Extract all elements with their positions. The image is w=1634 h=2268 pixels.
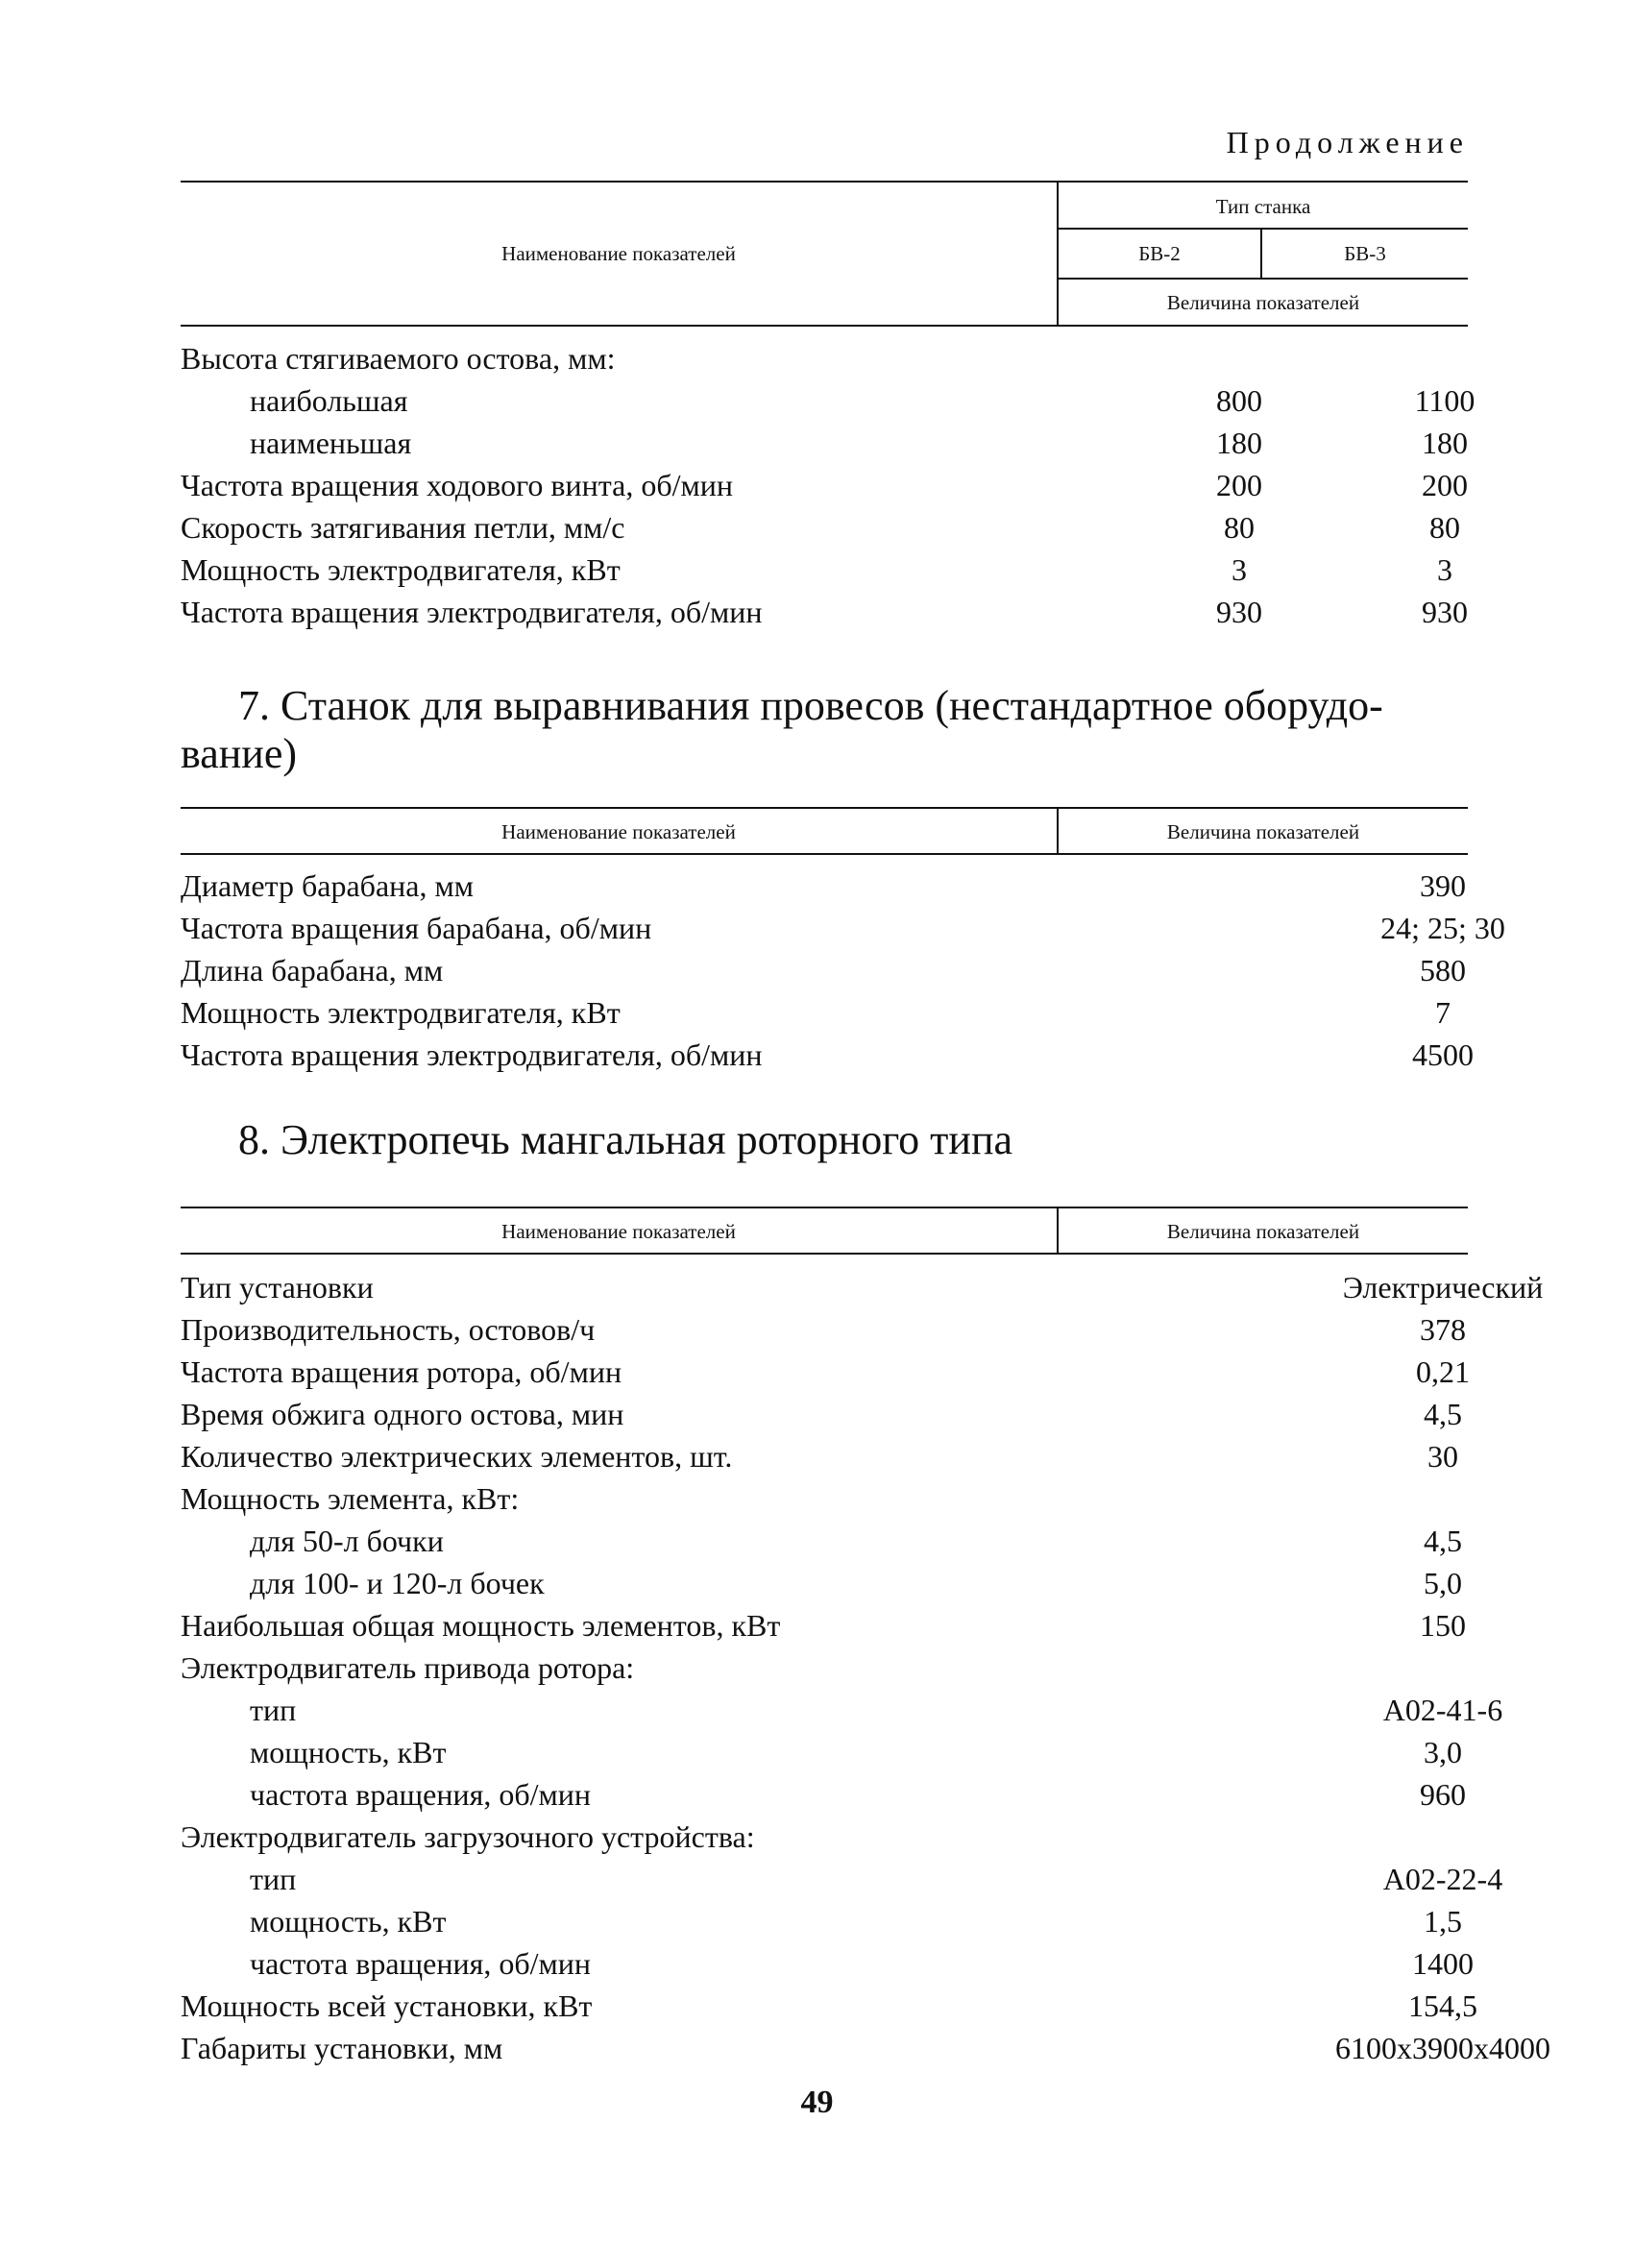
row-value-bv3: 200 [1422,468,1468,502]
table-row [181,1439,1468,1481]
row-label: частота вращения, об/мин [250,1777,592,1812]
row-value: 1400 [1412,1946,1474,1981]
table-row [181,1819,1468,1862]
table-row [181,953,1468,995]
table-row [181,1693,1503,1735]
section8-title [181,1116,1468,1164]
row-value-bv2: 800 [1216,383,1262,418]
section7-title [181,682,1468,778]
row-label: Мощность электродвигателя, кВт [181,995,621,1030]
table1-top-rule [181,181,1468,183]
row-value: 150 [1420,1608,1466,1643]
table-row [181,1735,1468,1777]
row-label: для 100- и 120-л бочек [250,1566,545,1600]
row-value: 30 [1427,1439,1458,1474]
table8-top-rule [181,1207,1468,1208]
section8-title-text: 8. Электропечь мангальная роторного типа [238,1116,1013,1163]
row-label: Длина барабана, мм [181,953,444,988]
section7-title-line2: вание) [181,730,297,777]
row-value-bv3: 180 [1422,426,1468,460]
table-row [181,1481,1468,1524]
table-row [181,1566,1468,1608]
row-value-bv2: 3 [1232,552,1247,587]
table-row [181,1650,1468,1693]
table-row [181,1608,1468,1650]
table-row [181,426,1468,468]
row-value: 1,5 [1424,1904,1462,1939]
table1-group-header: Тип станка [1215,195,1311,218]
row-label: Тип установки [181,1270,374,1305]
row-label: Мощность электродвигателя, кВт [181,552,621,587]
row-label: Частота вращения ходового винта, об/мин [181,468,734,502]
row-label: Время обжига одного остова, мин [181,1397,624,1431]
row-value: 4,5 [1424,1524,1462,1558]
table7-value-header: Величина показателей [1166,820,1360,843]
row-value: 0,21 [1416,1354,1470,1389]
page-number: 49 [800,2085,834,2120]
section7-title-line1: 7. Станок для выравнивания провесов (нестандартное оборудо- [238,682,1383,729]
row-value: 960 [1420,1777,1466,1812]
table7-header-bottom-rule [181,853,1468,855]
table-row [181,1524,1468,1566]
table8-header-bottom-rule [181,1253,1468,1255]
row-label: Высота стягиваемого остова, мм: [181,341,616,376]
row-value-bv2: 80 [1224,510,1255,545]
row-label: частота вращения, об/мин [250,1946,592,1981]
row-label: наибольшая [250,383,408,418]
row-label: Диаметр барабана, мм [181,868,474,903]
table8-name-header: Наименование показателей [501,1220,736,1243]
row-value: А02-22-4 [1382,1862,1503,1896]
table-row [181,1988,1477,2031]
table-row [181,1312,1468,1354]
table7-top-rule [181,807,1468,809]
row-value-bv3: 1100 [1414,383,1475,418]
row-value: 24; 25; 30 [1380,911,1505,945]
row-label: тип [250,1693,297,1727]
table7-name-header: Наименование показателей [501,820,736,843]
row-value: Электрический [1342,1270,1544,1305]
row-label: Частота вращения электродвигателя, об/мин [181,1037,763,1072]
row-label: Габариты установки, мм [181,2031,503,2065]
table-row [181,1862,1503,1904]
row-label: мощность, кВт [250,1735,447,1769]
table1-name-header: Наименование показателей [501,242,736,265]
table-row [181,1354,1468,1397]
row-label: Производительность, остовов/ч [181,1312,596,1347]
table1-col2-header: БВ-3 [1344,242,1386,265]
row-value: 154,5 [1408,1988,1477,2023]
row-value-bv3: 80 [1429,510,1460,545]
row-value-bv3: 930 [1422,595,1468,629]
row-value: 580 [1420,953,1466,988]
table-row [181,595,1468,637]
row-value: 5,0 [1424,1566,1462,1600]
table-row [181,383,1475,426]
row-value: 390 [1420,868,1466,903]
table-row [181,552,1468,595]
row-value-bv2: 930 [1216,595,1262,629]
table-row [181,468,1468,510]
table1-sub-rule [1057,278,1468,280]
row-label: для 50-л бочки [250,1524,444,1558]
row-label: Электродвигатель привода ротора: [181,1650,635,1685]
table-row [181,341,1468,383]
table1-values-header: Величина показателей [1166,291,1360,314]
row-label: Наибольшая общая мощность элементов, кВт [181,1608,781,1643]
row-label: Скорость затягивания петли, мм/с [181,510,625,545]
row-value-bv2: 200 [1216,468,1262,502]
row-value: 4500 [1412,1037,1474,1072]
table-row [181,1270,1544,1312]
row-value: 378 [1420,1312,1466,1347]
row-label: Мощность всей установки, кВт [181,1988,593,2023]
table1-col1-header: БВ-2 [1138,242,1181,265]
row-label: мощность, кВт [250,1904,447,1939]
row-label: тип [250,1862,297,1896]
row-label: Частота вращения ротора, об/мин [181,1354,622,1389]
table-row [181,911,1505,953]
row-value: 7 [1435,995,1451,1030]
table-row [181,995,1468,1037]
table-row [181,1397,1468,1439]
table-row [181,1946,1474,1988]
row-value-bv2: 180 [1216,426,1262,460]
row-label: Количество электрических элементов, шт. [181,1439,733,1474]
table-row [181,510,1468,552]
table-row [181,1904,1468,1946]
table-row [181,1037,1474,1080]
continuation-label: Продолжение [1226,125,1469,159]
row-label: Частота вращения барабана, об/мин [181,911,652,945]
table1-group-rule [1057,228,1468,230]
row-label: Частота вращения электродвигателя, об/мин [181,595,763,629]
table-row [181,2031,1550,2073]
row-value: А02-41-6 [1382,1693,1503,1727]
row-value: 4,5 [1424,1397,1462,1431]
row-value-bv3: 3 [1437,552,1452,587]
row-label: Мощность элемента, кВт: [181,1481,520,1516]
table1-header-bottom-rule [181,325,1468,327]
row-value: 3,0 [1424,1735,1462,1769]
row-label: наименьшая [250,426,412,460]
row-value: 6100x3900x4000 [1335,2031,1550,2065]
table-row [181,1777,1468,1819]
table-row [181,868,1468,911]
row-label: Электродвигатель загрузочного устройства: [181,1819,755,1854]
table8-value-header: Величина показателей [1166,1220,1360,1243]
